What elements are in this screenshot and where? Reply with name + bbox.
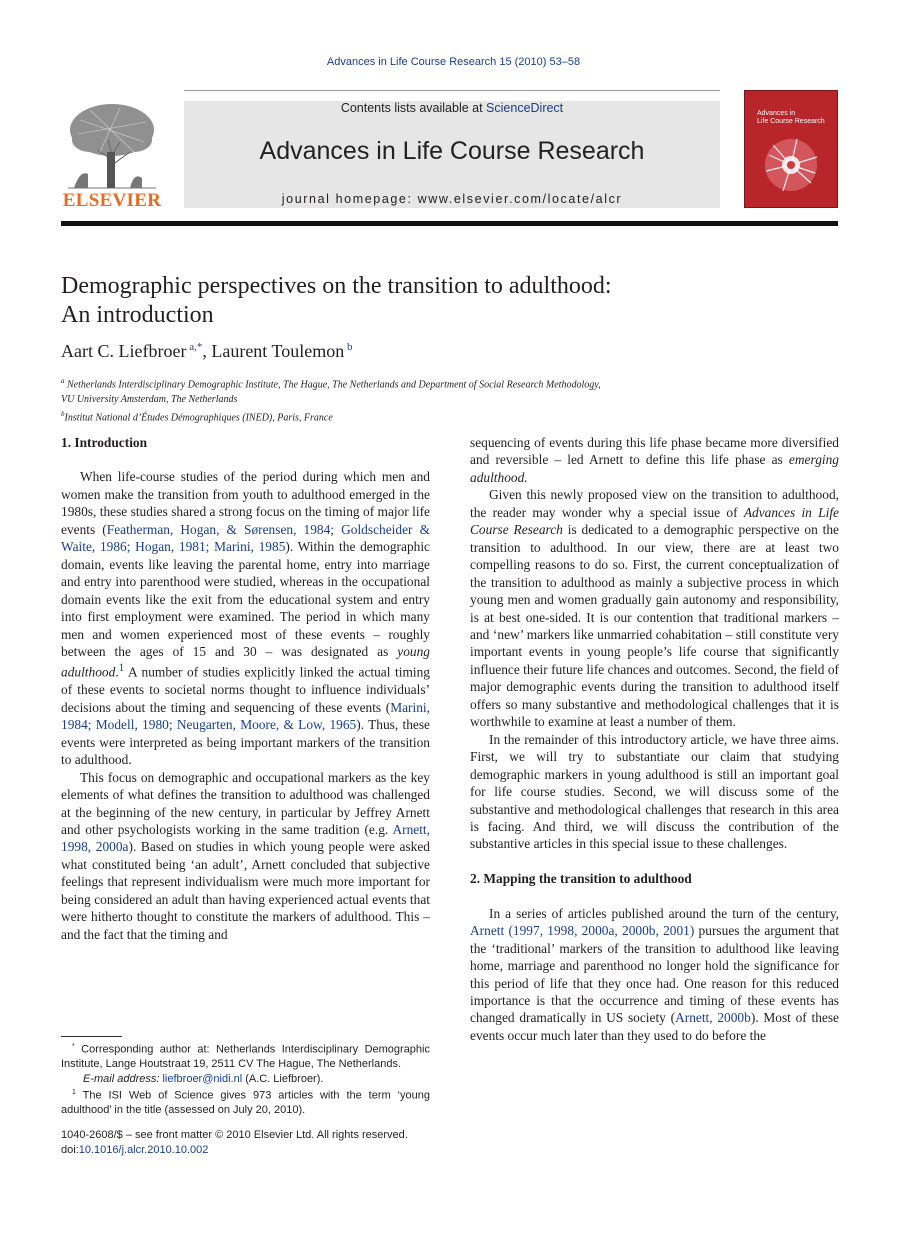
paragraph: In the remainder of this introductory article, we have three aims. First, we will try to substantiate our claim that studying demographic markers in young adulthood is still an important goal for life course studies. Second, we will discuss some of the substantive and methodological challenges that research in this area is facing. And third, we will discuss the contribution of the substantive articles in this special issue to these challenges. xyxy=(470,731,839,852)
cover-title-line1: Advances in xyxy=(757,110,796,117)
author-separator: , xyxy=(202,341,212,361)
affiliation-b xyxy=(61,407,601,426)
body-column-right xyxy=(470,434,839,1044)
text-run: pursues the argument that the ‘traditional’ markers of the transition to adulthood like leaving home, marriage and parenthood no longer hold the significance for this period of life that they once had. One reason for this reduced importance is that the occurrence and timing of these events has changed dramatically in US society ( xyxy=(470,923,839,1026)
footnote-1 xyxy=(61,1086,430,1118)
affil-a-label: a xyxy=(61,377,65,385)
doi-line xyxy=(61,1143,481,1158)
doi-label: doi: xyxy=(61,1143,79,1156)
doi-link[interactable]: 10.1016/j.alcr.2010.10.002 xyxy=(78,1143,209,1156)
body-column-left xyxy=(61,434,430,943)
article-title xyxy=(61,272,612,330)
section-heading-introduction: 1. Introduction xyxy=(61,435,148,450)
journal-title: Advances in Life Course Research xyxy=(259,137,645,165)
text-run: Given this newly proposed view on the transition to adulthood, the reader may wonder why a special issue of xyxy=(470,487,839,520)
journal-banner xyxy=(184,101,720,208)
header-thick-rule xyxy=(61,221,838,226)
journal-homepage-link[interactable]: journal homepage: www.elsevier.com/locate/alcr xyxy=(281,192,623,206)
header-rule xyxy=(184,90,720,91)
article-title-line2: An introduction xyxy=(61,302,214,328)
text-run: is dedicated to a demographic perspective on the transition to adulthood. In our view, there are at least two compelling reasons to do so. First, the current conceptualization of the transition to adulthood as mainly a subjective process in which young men and women gradually gain autonomy and responsibility, is at best one-sided. It is our contention that traditional markers – and ‘new’ markers like unmarried cohabitation – still constitute very important events in young people’s life course that significantly influence their future life chances and outcomes. Second, the field of major demographic events during the transition to adulthood itself offers so many substantive and methodological challenges that it is worthwhile to examine at least a number of them. xyxy=(470,522,839,730)
journal-cover-image xyxy=(744,90,838,208)
footnote-star-text: Corresponding author at: Netherlands Interdisciplinary Demographic Institute, Lange Houtstraat 19, 2511 CV The Hague, The Netherlands. xyxy=(61,1043,430,1071)
footnotes xyxy=(61,1040,430,1118)
citation-link[interactable]: Arnett, 2000b xyxy=(675,1010,751,1026)
journal-citation[interactable]: Advances in Life Course Research 15 (2010) 53–58 xyxy=(326,56,581,68)
author-list xyxy=(61,341,352,362)
paragraph xyxy=(470,486,839,730)
author-toulemon[interactable]: Laurent Toulemon xyxy=(211,341,345,361)
paragraph: When life-course studies of the period during which men and women make the transition from youth to adulthood emerged in the 1980s, these studies shared a strong focus on the timing of major life events (Featherman, Hogan, & Sørensen, 1984; Goldscheider & Waite, 1986; Hogan, 1981; Marini, 1985). Within the demographic domain, events like leaving the parental home, entry into marriage and entry into parenthood were studied, whereas in the occupational domain events like the exit from the educational system and entry into first employment were examined. The period in which many men and women experienced most of these events – roughly between the ages of 15 and 30 – was designated as young adulthood.$^1$ A number of studies explicitly linked the actual timing of these events to societal norms thought to influence individuals’ decisions about the timing and sequencing of these events (Marini, 1984; Modell, 1980; Neugarten, Moore, & Low, 1965). Thus, these events were interpreted as being important markers of the transition to adulthood. xyxy=(61,469,431,768)
email-link[interactable]: liefbroer@nidi.nl xyxy=(162,1072,243,1085)
section-heading-mapping: 2. Mapping the transition to adulthood xyxy=(470,871,692,887)
contents-availability xyxy=(184,101,720,115)
elsevier-logo xyxy=(60,100,164,212)
emphasis: young adulthood xyxy=(61,643,430,680)
paragraph xyxy=(470,905,839,1045)
footnote-1-mark: 1 xyxy=(72,1089,76,1097)
text-run: A number of studies explicitly linked the actual timing of these events to societal norms thought to influence individuals’ decisions about the timing and sequencing of these events ( xyxy=(61,664,430,715)
affil-b-text: Institut National d’Études Démographiques (INED), Paris, France xyxy=(64,412,333,424)
footnote-star-mark: * xyxy=(72,1043,75,1050)
article-title-line1: Demographic perspectives on the transition to adulthood: xyxy=(61,273,612,299)
contents-prefix: Contents lists available at xyxy=(340,101,487,115)
footnote-corresponding xyxy=(61,1040,430,1072)
text-run: When life-course studies of the period during which men and women make the transition from youth to adulthood emerged in the 1980s, these studies shared a strong focus on the timing of major life events ( xyxy=(61,469,430,537)
author-liefbroer[interactable]: Aart C. Liefbroer xyxy=(61,341,187,361)
email-label: E-mail address: xyxy=(83,1072,160,1085)
copyright-line: 1040-2608/$ – see front matter © 2010 Elsevier Ltd. All rights reserved. xyxy=(61,1129,408,1141)
emphasis: emerging adulthood. xyxy=(470,452,839,485)
citation-link[interactable]: Marini, 1984; Modell, 1980; Neugarten, Moore, & Low, 1965 xyxy=(61,699,430,733)
affil-a-line1: Netherlands Interdisciplinary Demographic Institute, The Hague, The Netherlands and Department of Social Research Methodology, xyxy=(67,379,601,391)
email-suffix: (A.C. Liefbroer). xyxy=(242,1072,324,1085)
text-run: ). Most of these events occur much later than they used to do before the xyxy=(470,1010,839,1043)
emphasis: Advances in Life Course Research xyxy=(470,504,839,538)
affiliation-a-cont: VU University Amsterdam, The Netherlands xyxy=(61,393,238,405)
paragraph xyxy=(61,769,430,944)
copyright-block xyxy=(61,1128,481,1157)
citation-link[interactable]: Arnett, 1998, 2000a xyxy=(61,821,430,855)
author2-sup-text[interactable]: b xyxy=(346,341,353,353)
text-run: ). Based on studies in which young people were asked what constituted being ‘an adult’, Arnett concluded that subjective feelings that represent individualism were much more important for being considered an adult than having experienced actual events that were hitherto thought to constitute the markers of adulthood. This – and the fact that the timing and xyxy=(61,839,430,942)
footnote-1-text: The ISI Web of Science gives 973 articles with the term ‘young adulthood’ in the title (assessed on July 20, 2010). xyxy=(61,1089,431,1117)
paragraph xyxy=(470,434,839,486)
author2-affiliation-mark[interactable] xyxy=(344,341,352,353)
section-gap xyxy=(470,853,839,870)
text-run: In a series of articles published around the turn of the century, xyxy=(489,905,839,921)
affil-b-label: b xyxy=(61,410,65,419)
sciencedirect-link[interactable]: ScienceDirect xyxy=(486,101,564,115)
tree-icon xyxy=(60,100,164,190)
text-run: ). Within the demographic domain, events like leaving the parental home, entry into marriage and entry into parenthood were studied, whereas in the occupational domain events like the exit from the educational system and entry into first employment were examined. The period in which many men and women experienced most of these events – roughly between the ages of 15 and 30 – was designated as xyxy=(61,539,431,659)
affiliations xyxy=(61,374,601,426)
cover-flower-icon xyxy=(745,91,838,208)
text-run: ). Thus, these events were interpreted as being important markers of the transition to adulthood. xyxy=(61,717,430,768)
footnote-ref[interactable]: 1 xyxy=(118,662,125,675)
author1-sup-text[interactable]: a,* xyxy=(189,341,203,353)
citation-link[interactable]: Featherman, Hogan, & Sørensen, 1984; Goldscheider & Waite, 1986; Hogan, 1981; Marini, 1985 xyxy=(61,521,430,555)
publisher-wordmark: ELSEVIER xyxy=(62,190,162,211)
affiliation-a xyxy=(61,374,601,393)
text-run: sequencing of events during this life phase became more diversified and reversible – led Arnett to define this life phase as xyxy=(470,435,839,468)
author1-affiliation-mark[interactable] xyxy=(186,341,202,353)
citation-link[interactable]: Arnett (1997, 1998, 2000a, 2000b, 2001) xyxy=(470,923,695,939)
footnote-rule xyxy=(61,1036,122,1037)
footnote-email xyxy=(61,1072,430,1087)
text-run: This focus on demographic and occupational markers as the key elements of what defines the transition to adulthood was challenged at the beginning of the new century, in particular by Jeffrey Arnett and other psychologists working in the same tradition (e.g. xyxy=(61,769,430,837)
cover-title-line2: Life Course Research xyxy=(757,118,825,125)
